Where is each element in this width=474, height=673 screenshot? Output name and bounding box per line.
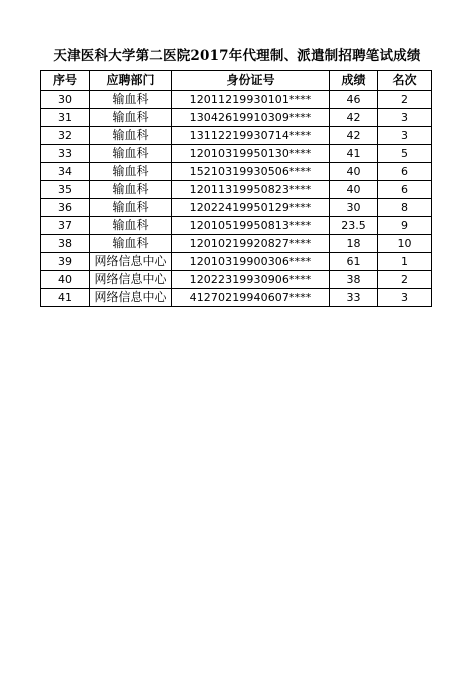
cell-department: 输血科: [90, 181, 172, 199]
cell-department: 输血科: [90, 127, 172, 145]
cell-index: 32: [41, 127, 90, 145]
cell-department: 输血科: [90, 109, 172, 127]
cell-index: 31: [41, 109, 90, 127]
table-row: [41, 289, 432, 307]
header-row: [41, 71, 432, 91]
cell-rank: 1: [378, 253, 432, 271]
table-row: [41, 199, 432, 217]
cell-score: 33: [330, 289, 378, 307]
cell-id-number: 13112219930714****: [172, 127, 330, 145]
cell-department: 输血科: [90, 235, 172, 253]
header-rank: 名次: [378, 71, 432, 91]
cell-index: 40: [41, 271, 90, 289]
cell-rank: 3: [378, 289, 432, 307]
header-id-number: 身份证号: [172, 71, 330, 91]
cell-index: 34: [41, 163, 90, 181]
cell-id-number: 12010319950130****: [172, 145, 330, 163]
cell-id-number: 15210319930506****: [172, 163, 330, 181]
cell-rank: 10: [378, 235, 432, 253]
cell-score: 61: [330, 253, 378, 271]
cell-department: 输血科: [90, 145, 172, 163]
cell-score: 18: [330, 235, 378, 253]
cell-score: 30: [330, 199, 378, 217]
cell-rank: 5: [378, 145, 432, 163]
table-row: [41, 145, 432, 163]
cell-rank: 2: [378, 271, 432, 289]
table-row: [41, 253, 432, 271]
header-department: 应聘部门: [90, 71, 172, 91]
cell-id-number: 12022419950129****: [172, 199, 330, 217]
table-row: [41, 181, 432, 199]
cell-id-number: 12022319930906****: [172, 271, 330, 289]
cell-rank: 6: [378, 181, 432, 199]
cell-rank: 9: [378, 217, 432, 235]
cell-id-number: 12010319900306****: [172, 253, 330, 271]
cell-index: 39: [41, 253, 90, 271]
table-row: [41, 271, 432, 289]
cell-department: 网络信息中心: [90, 289, 172, 307]
table-row: [41, 163, 432, 181]
cell-id-number: 12010219920827****: [172, 235, 330, 253]
table-row: [41, 217, 432, 235]
table-row: [41, 127, 432, 145]
cell-id-number: 13042619910309****: [172, 109, 330, 127]
results-table: [40, 70, 432, 307]
cell-score: 40: [330, 181, 378, 199]
cell-index: 41: [41, 289, 90, 307]
cell-score: 40: [330, 163, 378, 181]
cell-score: 38: [330, 271, 378, 289]
cell-id-number: 12011219930101****: [172, 91, 330, 109]
cell-id-number: 12011319950823****: [172, 181, 330, 199]
cell-rank: 3: [378, 109, 432, 127]
page-title: 天津医科大学第二医院2017年代理制、派遣制招聘笔试成绩: [53, 48, 421, 64]
cell-index: 37: [41, 217, 90, 235]
cell-score: 42: [330, 127, 378, 145]
cell-score: 42: [330, 109, 378, 127]
cell-rank: 8: [378, 199, 432, 217]
cell-score: 23.5: [330, 217, 378, 235]
cell-rank: 2: [378, 91, 432, 109]
cell-department: 输血科: [90, 163, 172, 181]
cell-department: 输血科: [90, 199, 172, 217]
cell-id-number: 12010519950813****: [172, 217, 330, 235]
cell-index: 30: [41, 91, 90, 109]
cell-rank: 6: [378, 163, 432, 181]
cell-score: 41: [330, 145, 378, 163]
table-row: [41, 109, 432, 127]
cell-department: 输血科: [90, 91, 172, 109]
table-body: [41, 91, 432, 307]
cell-department: 网络信息中心: [90, 253, 172, 271]
cell-index: 38: [41, 235, 90, 253]
header-score: 成绩: [330, 71, 378, 91]
header-index: 序号: [41, 71, 90, 91]
cell-department: 输血科: [90, 217, 172, 235]
cell-index: 35: [41, 181, 90, 199]
cell-index: 33: [41, 145, 90, 163]
cell-department: 网络信息中心: [90, 271, 172, 289]
table-row: [41, 235, 432, 253]
cell-score: 46: [330, 91, 378, 109]
cell-index: 36: [41, 199, 90, 217]
table-row: [41, 91, 432, 109]
cell-rank: 3: [378, 127, 432, 145]
cell-id-number: 41270219940607****: [172, 289, 330, 307]
